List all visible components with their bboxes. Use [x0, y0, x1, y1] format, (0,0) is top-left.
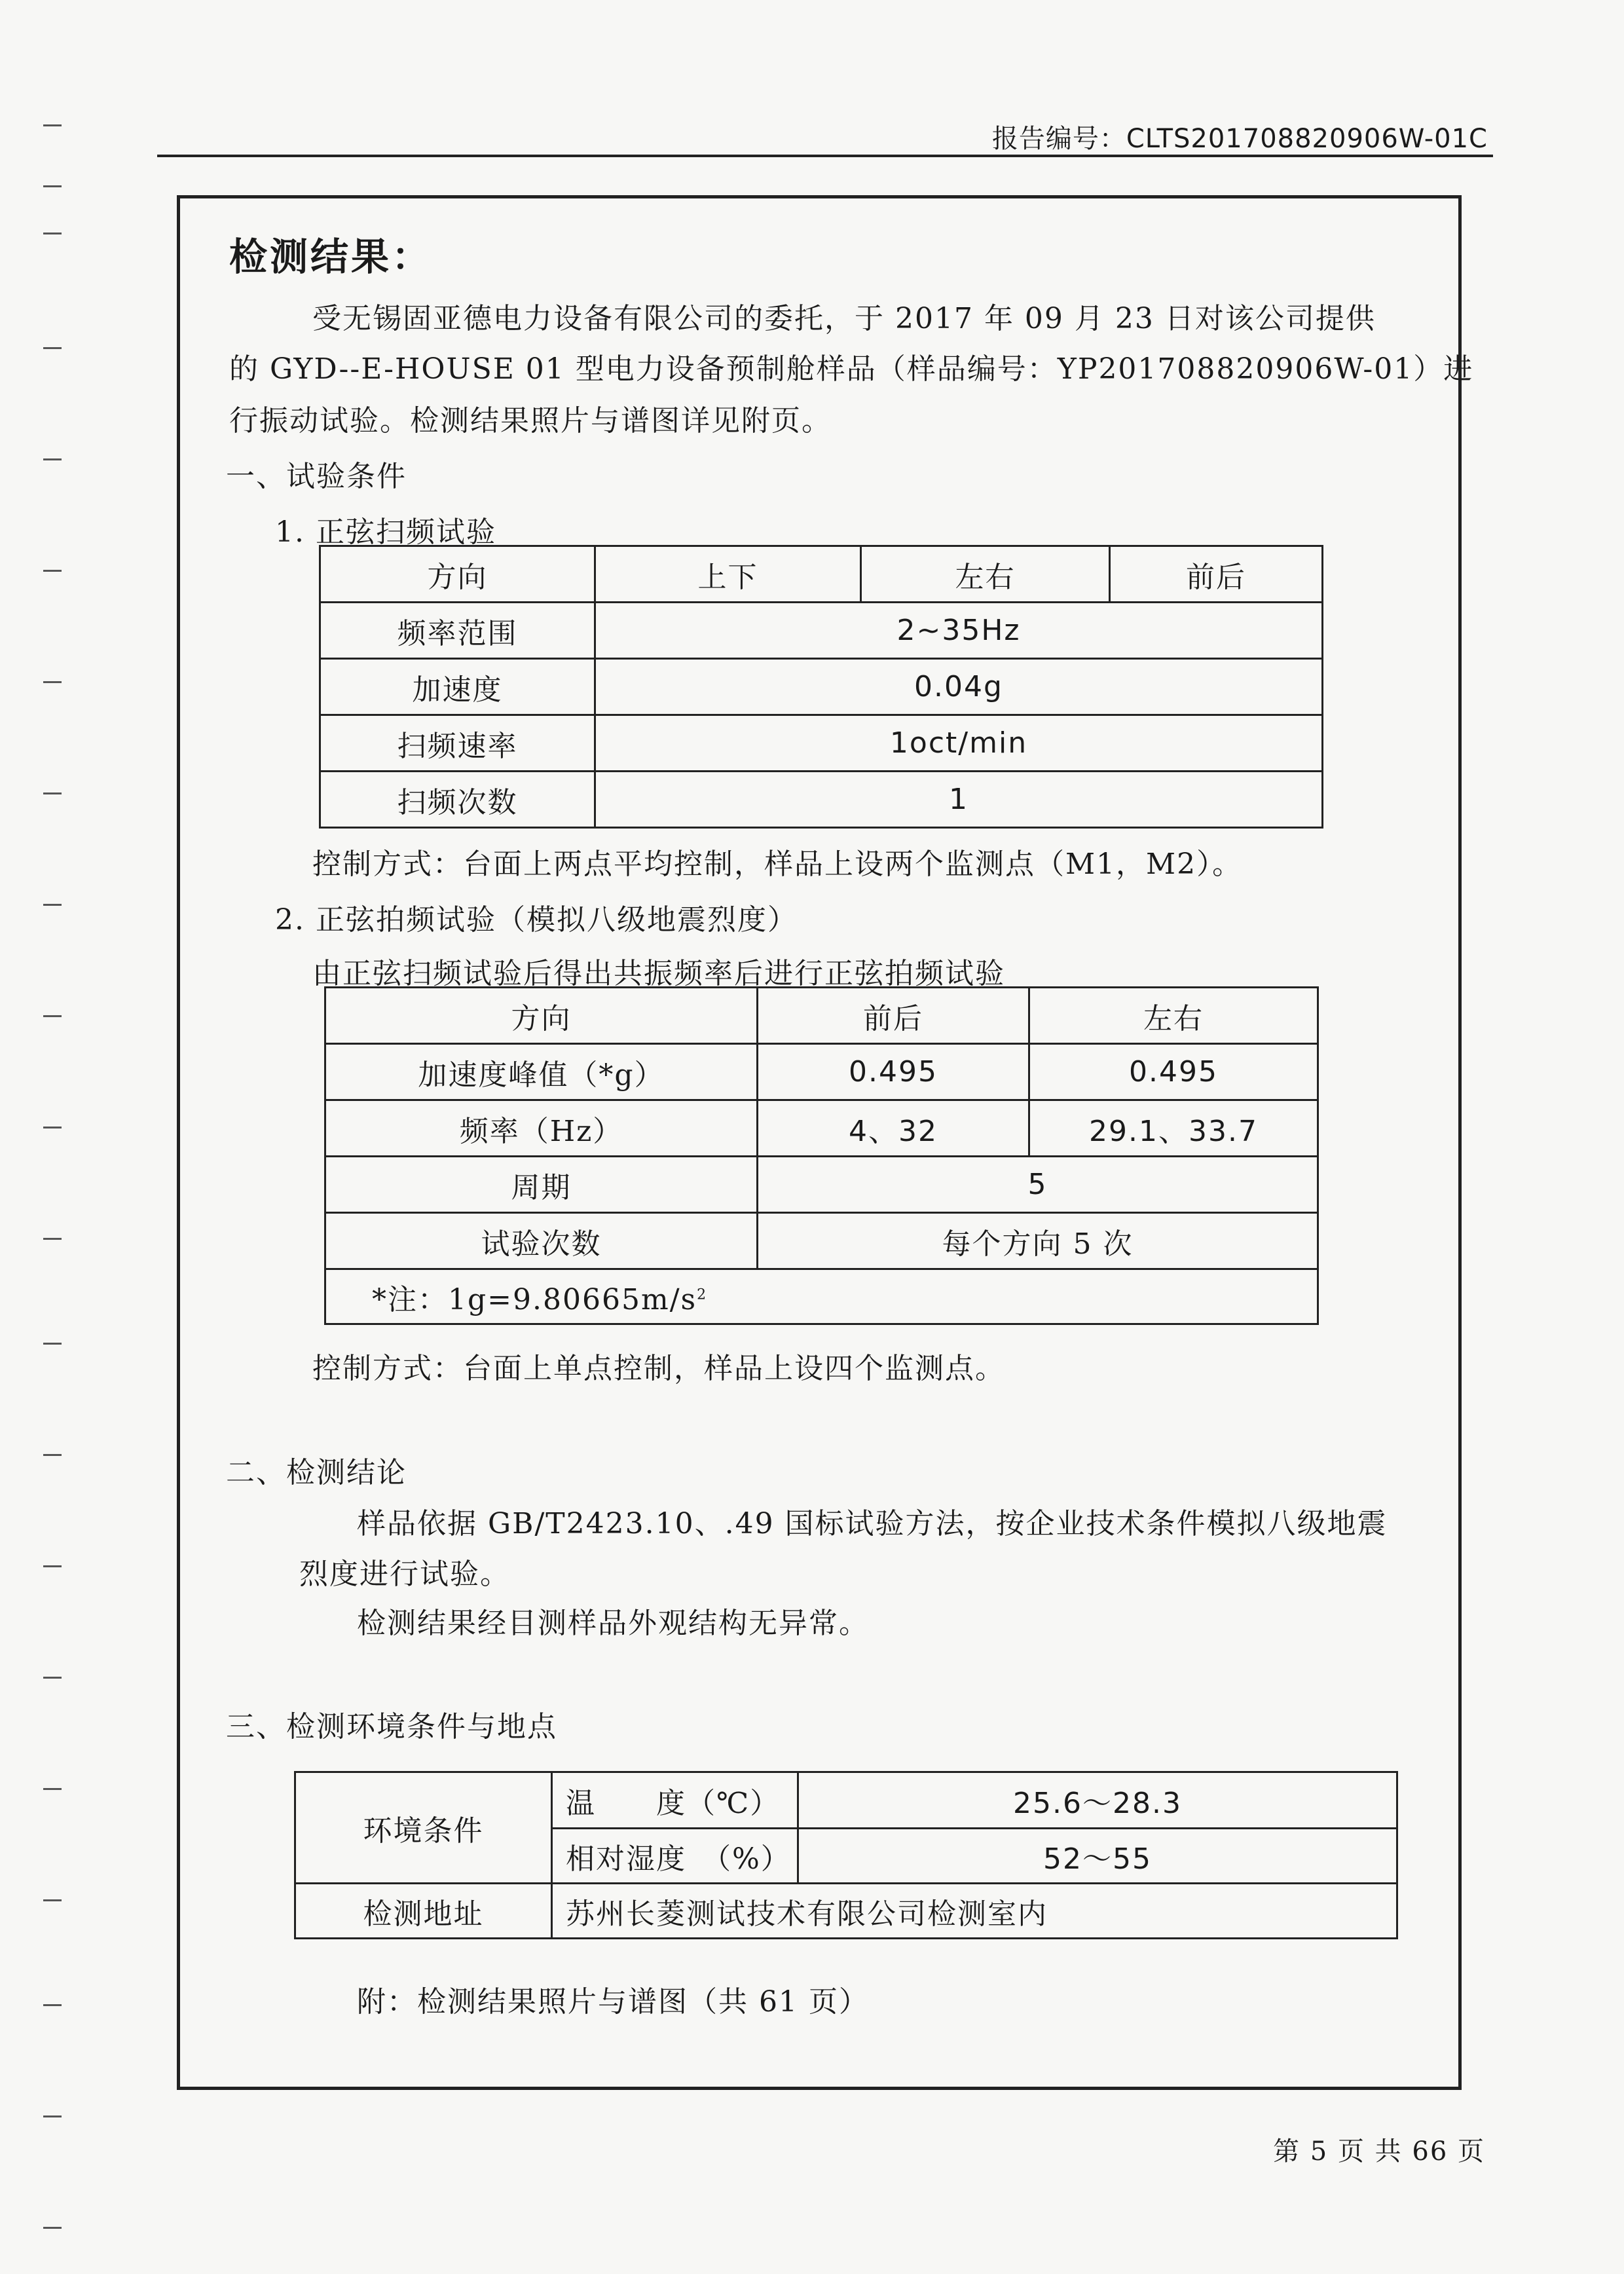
header-rule	[157, 155, 1493, 157]
conclusion-heading: 二、检测结论	[226, 1456, 407, 1489]
test-conditions-heading: 一、试验条件	[226, 460, 407, 493]
temperature-value: 25.6～28.3	[798, 1772, 1397, 1829]
table-row	[325, 1213, 1318, 1269]
note-cell	[325, 1269, 1318, 1324]
test-site-value: 苏州长菱测试技术有限公司检测室内	[552, 1884, 1397, 1939]
intro-line-2: 的 GYD--E-HOUSE 01 型电力设备预制舱样品（样品编号：YP201708820906W-01）进	[229, 352, 1474, 386]
page-number: 第 5 页 共 66 页	[1273, 2136, 1485, 2167]
env-conditions-label: 环境条件	[295, 1772, 552, 1884]
acceleration-value: 0.04g	[595, 659, 1323, 715]
test-site-label: 检测地址	[295, 1884, 552, 1939]
sine-beat-heading: 2. 正弦拍频试验（模拟八级地震烈度）	[275, 903, 798, 937]
appendix-note: 附：检测结果照片与谱图（共 61 页）	[357, 1985, 869, 2019]
table-row	[325, 988, 1318, 1044]
row-label-sweep-count: 扫频次数	[320, 772, 595, 828]
sweep-count-value: 1	[595, 772, 1323, 828]
row-label-peak-acceleration: 加速度峰值（*g）	[325, 1044, 758, 1100]
sweep-rate-value: 1oct/min	[595, 715, 1323, 772]
table-row	[320, 603, 1323, 659]
section-title: 检测结果：	[229, 234, 433, 279]
conclusion-line-2: 烈度进行试验。	[299, 1557, 510, 1591]
row-label-test-count: 试验次数	[325, 1213, 758, 1269]
table-row	[320, 772, 1323, 828]
sweep-control-method: 控制方式：台面上两点平均控制，样品上设两个监测点（M1，M2）。	[312, 848, 1243, 881]
sine-beat-intro: 由正弦扫频试验后得出共振频率后进行正弦拍频试验	[312, 957, 1005, 990]
test-count-value: 每个方向 5 次	[758, 1213, 1318, 1269]
table-row	[295, 1772, 1397, 1829]
report-number: 报告编号：CLTS201708820906W-01C	[991, 124, 1488, 154]
frequency-front-back: 4、32	[758, 1100, 1029, 1157]
frequency-range-value: 2~35Hz	[595, 603, 1323, 659]
humidity-label: 相对湿度 （%）	[552, 1829, 798, 1884]
table-row	[325, 1100, 1318, 1157]
row-label-period: 周期	[325, 1157, 758, 1213]
gravity-note-superscript: 2	[697, 1286, 708, 1303]
table-row	[320, 546, 1323, 603]
table-row	[325, 1269, 1318, 1324]
sine-beat-table	[324, 986, 1319, 1325]
col-header-direction: 方向	[325, 988, 758, 1044]
table-row	[325, 1157, 1318, 1213]
temperature-label: 温 度（℃）	[552, 1772, 798, 1829]
row-label-frequency: 频率（Hz）	[325, 1100, 758, 1157]
col-header-direction: 方向	[320, 546, 595, 603]
row-label-sweep-rate: 扫频速率	[320, 715, 595, 772]
peak-acceleration-front-back: 0.495	[758, 1044, 1029, 1100]
col-header-left-right: 左右	[1029, 988, 1318, 1044]
sine-sweep-heading: 1. 正弦扫频试验	[275, 515, 496, 549]
peak-acceleration-left-right: 0.495	[1029, 1044, 1318, 1100]
col-header-front-back: 前后	[758, 988, 1029, 1044]
table-row	[295, 1884, 1397, 1939]
humidity-value: 52～55	[798, 1829, 1397, 1884]
intro-line-1: 受无锡固亚德电力设备有限公司的委托，于 2017 年 09 月 23 日对该公司提供	[312, 302, 1376, 335]
intro-line-3: 行振动试验。检测结果照片与谱图详见附页。	[229, 404, 832, 438]
gravity-note: *注：1g=9.80665m/s	[372, 1282, 697, 1316]
table-row	[325, 1044, 1318, 1100]
period-value: 5	[758, 1157, 1318, 1213]
table-row	[320, 715, 1323, 772]
row-label-frequency-range: 频率范围	[320, 603, 595, 659]
col-header-front-back: 前后	[1110, 546, 1323, 603]
conclusion-line-3: 检测结果经目测样品外观结构无异常。	[357, 1607, 869, 1640]
frequency-left-right: 29.1、33.7	[1029, 1100, 1318, 1157]
environment-table	[294, 1771, 1398, 1939]
sine-sweep-table	[319, 545, 1323, 829]
environment-heading: 三、检测环境条件与地点	[226, 1710, 557, 1743]
row-label-acceleration: 加速度	[320, 659, 595, 715]
beat-control-method: 控制方式：台面上单点控制，样品上设四个监测点。	[312, 1352, 1005, 1385]
table-row	[320, 659, 1323, 715]
conclusion-line-1: 样品依据 GB/T2423.10、.49 国标试验方法，按企业技术条件模拟八级地震	[357, 1507, 1388, 1540]
col-header-up-down: 上下	[595, 546, 861, 603]
col-header-left-right: 左右	[861, 546, 1110, 603]
